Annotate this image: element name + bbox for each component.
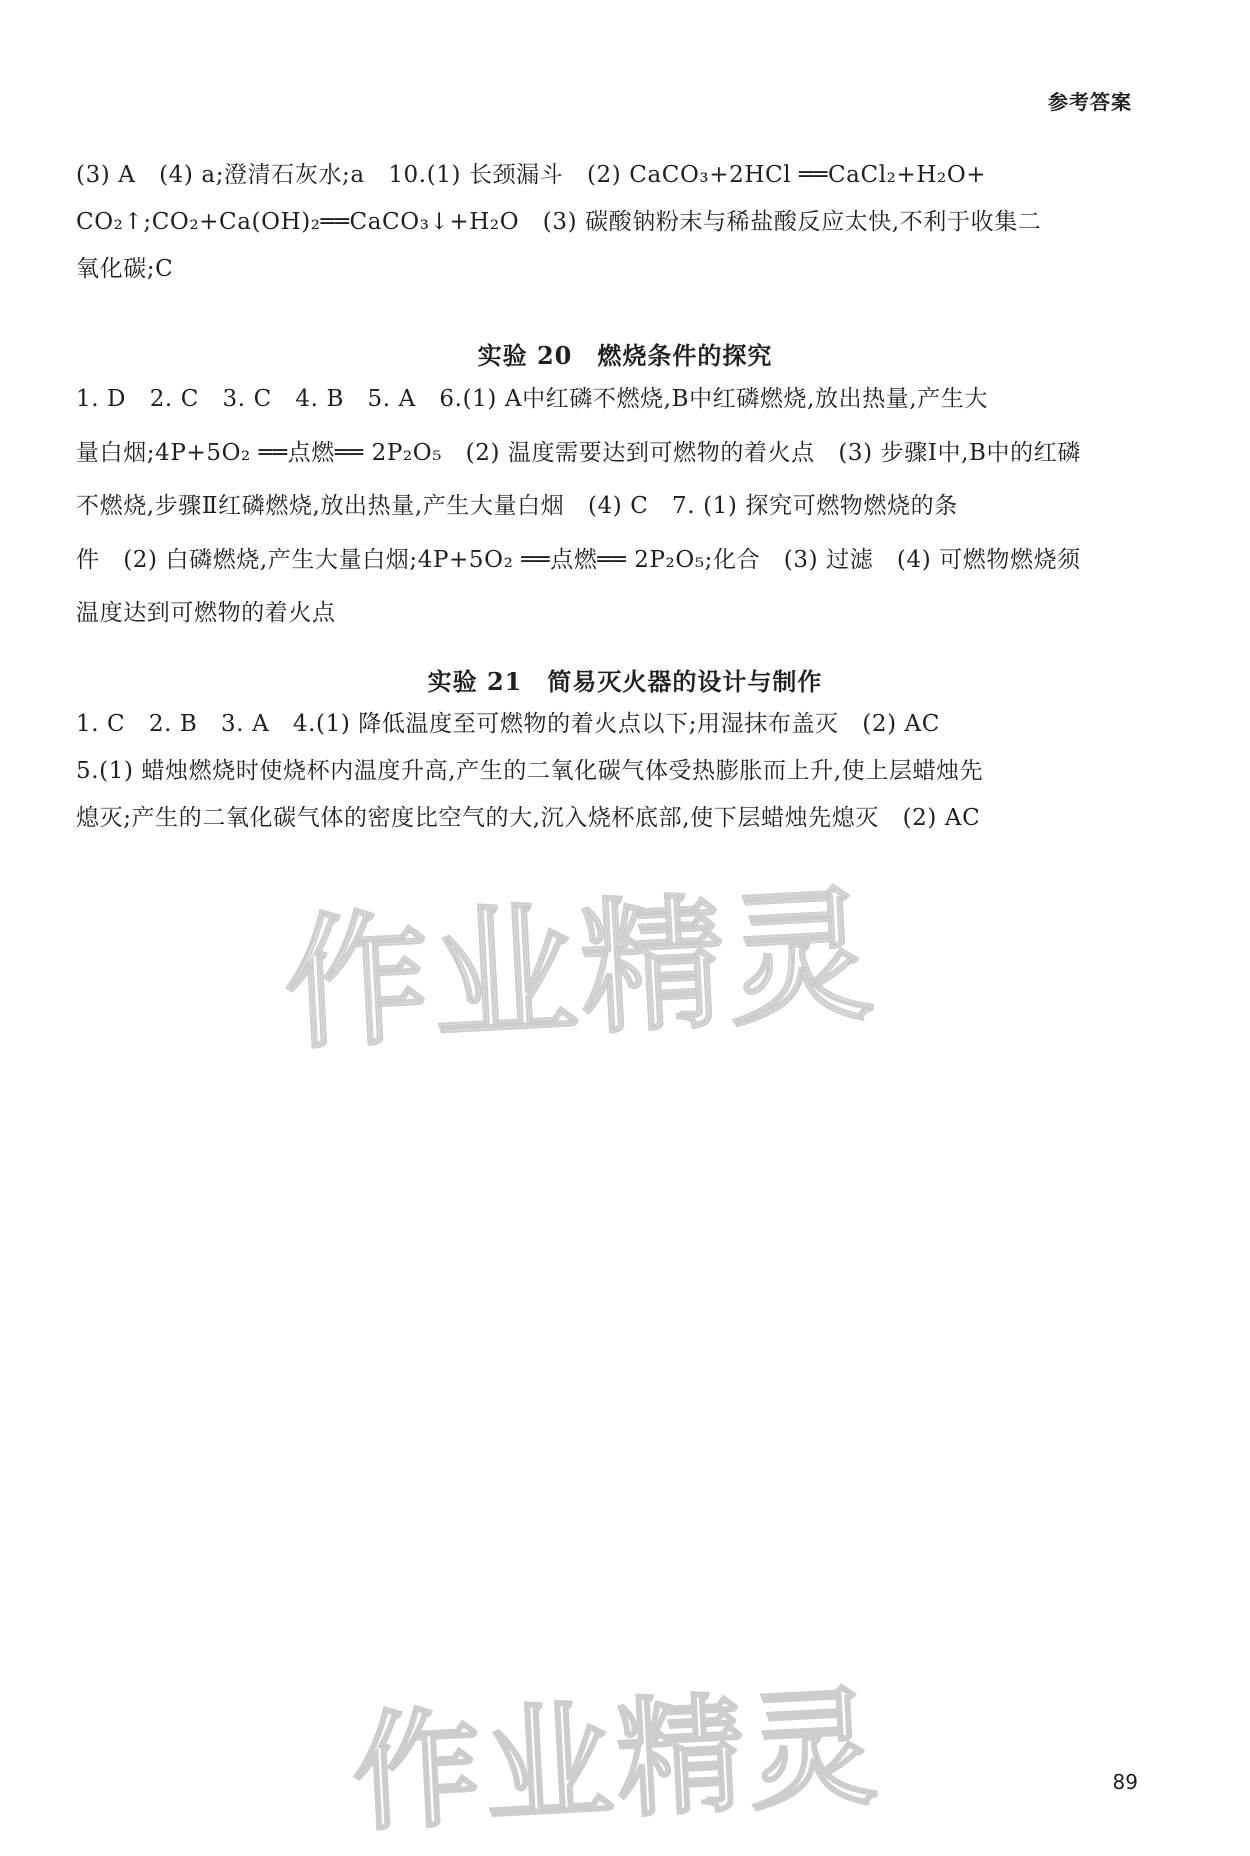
answer-line: CO₂↑;CO₂+Ca(OH)₂══CaCO₃↓+H₂O (3) 碳酸钠粉末与稀盐酸反应太快,不利于收集二: [76, 209, 1042, 235]
answer-line: 氧化碳;C: [76, 256, 174, 282]
page-number: 89: [1112, 1770, 1138, 1794]
answers-experiment-20: [76, 376, 1134, 637]
answer-line: 1. C 2. B 3. A 4.(1) 降低温度至可燃物的着火点以下;用湿抹布盖灭 (2) AC: [76, 711, 940, 737]
answer-line: 1. D 2. C 3. C 4. B 5. A 6.(1) A中红磷不燃烧,B中红磷燃烧,放出热量,产生大: [76, 386, 989, 412]
answer-line: 熄灭;产生的二氧化碳气体的密度比空气的大,沉入烧杯底部,使下层蜡烛先熄灭 (2) AC: [76, 805, 981, 831]
page-header-title: 参考答案: [1048, 90, 1132, 114]
answer-line: 5.(1) 蜡烛燃烧时使烧杯内温度升高,产生的二氧化碳气体受热膨胀而上升,使上层蜡烛先: [76, 758, 984, 784]
answer-line: 温度达到可燃物的着火点: [76, 600, 336, 626]
answer-continuation: [76, 152, 1134, 293]
section-heading-experiment-21: 实验 21 简易灭火器的设计与制作: [427, 667, 823, 696]
answer-line: 不燃烧,步骤Ⅱ红磷燃烧,放出热量,产生大量白烟 (4) C 7. (1) 探究可燃物燃烧的条: [76, 493, 958, 519]
answer-line: 量白烟;4P+5O₂ ══点燃══ 2P₂O₅ (2) 温度需要达到可燃物的着火点 (3) 步骤Ⅰ中,B中的红磷: [76, 440, 1081, 466]
answer-line: 件 (2) 白磷燃烧,产生大量白烟;4P+5O₂ ══点燃══ 2P₂O₅;化合 (3) 过滤 (4) 可燃物燃烧须: [76, 547, 1081, 573]
answers-experiment-21: [76, 701, 1134, 842]
watermark: 作业精灵: [280, 870, 881, 1070]
answer-line: (3) A (4) a;澄清石灰水;a 10.(1) 长颈漏斗 (2) CaCO₃+2HCl ══CaCl₂+H₂O+: [76, 162, 987, 188]
section-heading-experiment-20: 实验 20 燃烧条件的探究: [477, 341, 773, 370]
watermark: 作业精灵: [349, 1673, 885, 1850]
